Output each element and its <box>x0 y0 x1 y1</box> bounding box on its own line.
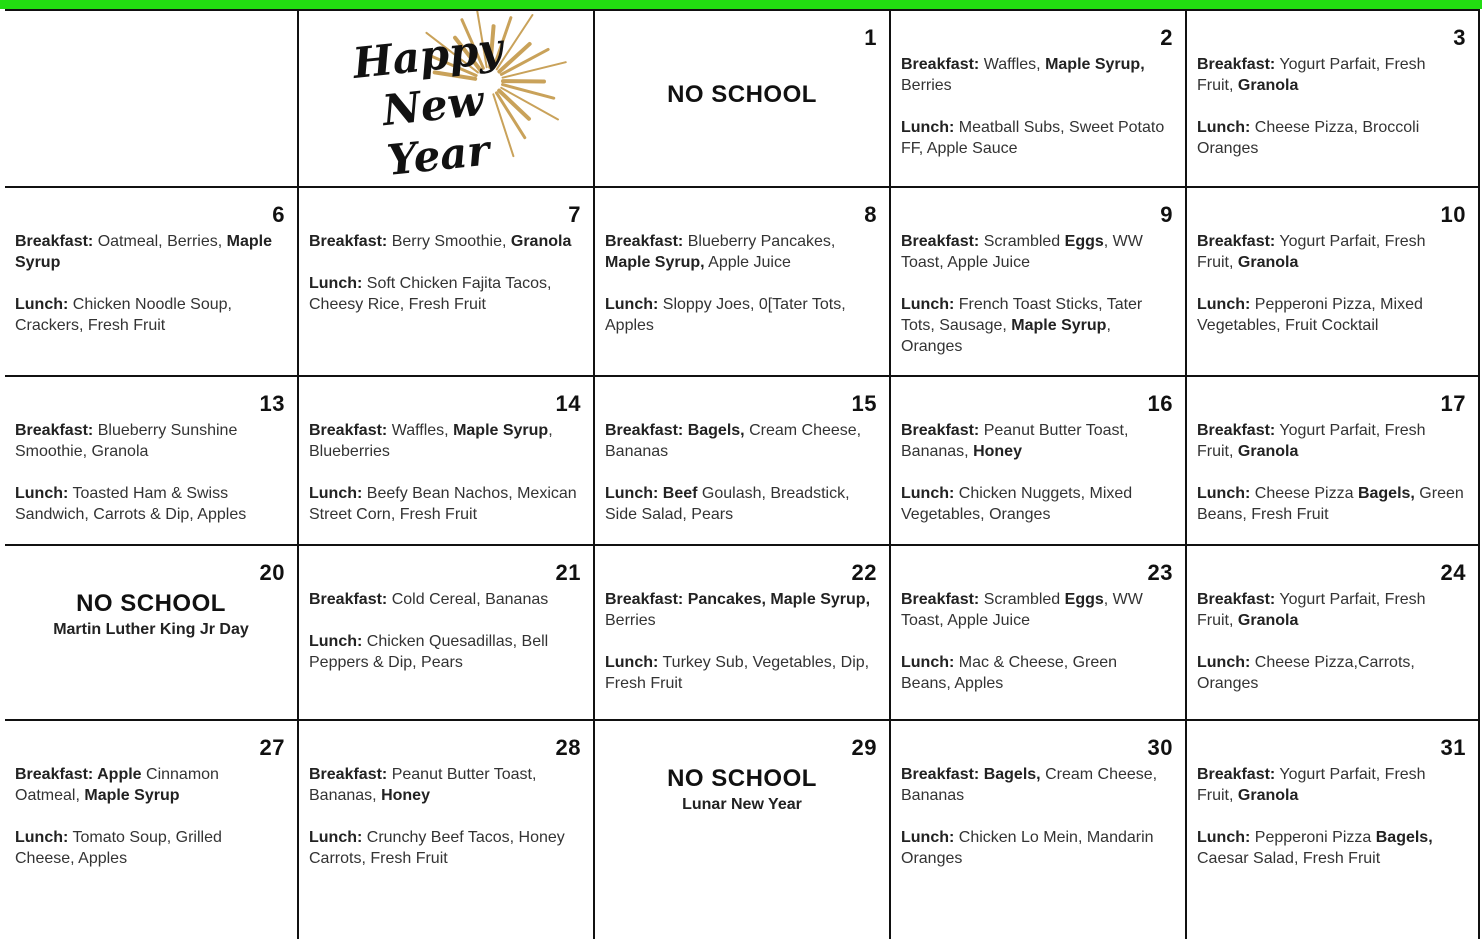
breakfast-text: Breakfast: Bagels, <box>901 766 1041 783</box>
lunch-text: Lunch: <box>309 485 362 502</box>
lunch-menu <box>1197 827 1464 869</box>
breakfast-text: Maple Syrup, <box>605 254 705 271</box>
lunch-menu <box>1197 117 1464 159</box>
lunch-text: Goulash, Breadstick, Side Salad, Pears <box>605 485 850 523</box>
day-cell-27 <box>5 721 299 939</box>
lunch-text: Lunch: Beef <box>605 485 697 502</box>
lunch-menu <box>309 827 579 869</box>
breakfast-text: Eggs <box>1065 233 1104 250</box>
breakfast-text: Scrambled <box>979 591 1064 608</box>
breakfast-menu <box>309 231 579 252</box>
date-number: 23 <box>1148 560 1173 586</box>
breakfast-text: Breakfast: <box>605 233 683 250</box>
lunch-text: Lunch: <box>15 485 68 502</box>
lunch-menu <box>1197 652 1464 694</box>
breakfast-text: Breakfast: <box>901 591 979 608</box>
lunch-text: Lunch: <box>901 119 954 136</box>
no-school-title: NO SCHOOL <box>595 81 889 109</box>
lunch-text: Cheese Pizza, Broccoli Oranges <box>1197 119 1419 157</box>
lunch-text: Pepperoni Pizza, Mixed Vegetables, Fruit Cocktail <box>1197 296 1423 334</box>
breakfast-text: Cream Cheese, Bananas <box>901 766 1157 804</box>
lunch-menu <box>901 652 1171 694</box>
day-cell-14 <box>299 377 595 546</box>
breakfast-menu <box>15 764 283 806</box>
lunch-text: Lunch: <box>1197 485 1250 502</box>
lunch-text: Lunch: <box>309 633 362 650</box>
breakfast-text: Breakfast: Bagels, <box>605 422 745 439</box>
breakfast-text: Berries <box>901 77 952 94</box>
day-cell-6 <box>5 188 299 377</box>
breakfast-menu <box>1197 231 1464 273</box>
breakfast-text: Breakfast: <box>15 233 93 250</box>
breakfast-text: Berry Smoothie, <box>387 233 511 250</box>
lunch-text: Tomato Soup, Grilled Cheese, Apples <box>15 829 222 867</box>
breakfast-text: Breakfast: <box>309 766 387 783</box>
meal-list <box>605 231 875 336</box>
breakfast-menu <box>1197 589 1464 631</box>
date-number: 3 <box>1453 25 1466 51</box>
breakfast-text: , WW Toast, Apple Juice <box>901 591 1143 629</box>
lunch-text: Pepperoni Pizza <box>1250 829 1375 846</box>
breakfast-menu <box>309 589 579 610</box>
day-cell-1 <box>595 11 891 188</box>
meal-list <box>901 420 1171 525</box>
lunch-menu <box>605 294 875 336</box>
day-cell-9 <box>891 188 1187 377</box>
empty-cell <box>5 11 299 188</box>
breakfast-text: Maple Syrup, <box>1045 56 1145 73</box>
breakfast-menu <box>1197 764 1464 806</box>
breakfast-text: Cold Cereal, Bananas <box>387 591 548 608</box>
breakfast-menu <box>1197 420 1464 462</box>
day-cell-29 <box>595 721 891 939</box>
breakfast-menu <box>901 764 1171 806</box>
date-number: 16 <box>1148 391 1173 417</box>
meal-list <box>15 764 283 869</box>
date-number: 20 <box>260 560 285 586</box>
lunch-text: Bagels, <box>1376 829 1433 846</box>
breakfast-menu <box>605 589 875 631</box>
lunch-text: Lunch: <box>1197 829 1250 846</box>
breakfast-text: Maple Syrup <box>84 787 179 804</box>
meal-list <box>1197 589 1464 694</box>
breakfast-text: Breakfast: <box>1197 56 1275 73</box>
date-number: 21 <box>556 560 581 586</box>
breakfast-text: Yogurt Parfait, Fresh Fruit, <box>1197 422 1426 460</box>
lunch-text: Chicken Nuggets, Mixed Vegetables, Oranges <box>901 485 1132 523</box>
lunch-text: Lunch: <box>309 829 362 846</box>
breakfast-menu <box>15 231 283 273</box>
lunch-menu <box>605 652 875 694</box>
happy-new-year-lettering: Happy New Year <box>326 21 541 188</box>
breakfast-text: Yogurt Parfait, Fresh Fruit, <box>1197 56 1426 94</box>
lunch-menu <box>901 483 1171 525</box>
lunch-text: Lunch: <box>309 275 362 292</box>
lunch-text: Lunch: <box>15 296 68 313</box>
lunch-text: Green Beans, Fresh Fruit <box>1197 485 1464 523</box>
lunch-menu <box>901 827 1171 869</box>
lunch-text: Chicken Quesadillas, Bell Peppers & Dip, Pears <box>309 633 548 671</box>
lunch-menu <box>605 483 875 525</box>
breakfast-text: Breakfast: <box>901 56 979 73</box>
breakfast-menu <box>605 231 875 273</box>
day-cell-22 <box>595 546 891 721</box>
meal-list <box>15 231 283 336</box>
lunch-text: Lunch: <box>901 296 954 313</box>
no-school-notice <box>5 590 297 639</box>
breakfast-menu <box>901 231 1171 273</box>
breakfast-text: Scrambled <box>979 233 1064 250</box>
breakfast-text: Breakfast: <box>309 422 387 439</box>
breakfast-text: Blueberry Sunshine Smoothie, Granola <box>15 422 237 460</box>
lunch-menu <box>15 827 283 869</box>
day-cell-31 <box>1187 721 1480 939</box>
breakfast-menu <box>309 420 579 462</box>
lunch-menu <box>901 294 1171 357</box>
meal-list <box>901 589 1171 694</box>
holiday-name: Lunar New Year <box>595 796 889 814</box>
date-number: 17 <box>1441 391 1466 417</box>
day-cell-8 <box>595 188 891 377</box>
meal-list <box>605 589 875 694</box>
breakfast-text: Waffles, <box>387 422 453 439</box>
lunch-text: Sloppy Joes, 0[Tater Tots, Apples <box>605 296 846 334</box>
breakfast-text: Honey <box>973 443 1022 460</box>
breakfast-text: Granola <box>1238 77 1298 94</box>
lunch-text: Lunch: <box>901 654 954 671</box>
day-cell-30 <box>891 721 1187 939</box>
day-cell-24 <box>1187 546 1480 721</box>
breakfast-text: Breakfast: <box>1197 591 1275 608</box>
breakfast-text: Granola <box>1238 612 1298 629</box>
date-number: 28 <box>556 735 581 761</box>
no-school-title: NO SCHOOL <box>5 590 297 618</box>
breakfast-text: Granola <box>511 233 571 250</box>
day-cell-21 <box>299 546 595 721</box>
lunch-text: Lunch: <box>605 654 658 671</box>
breakfast-text: Yogurt Parfait, Fresh Fruit, <box>1197 591 1426 629</box>
breakfast-text: Breakfast: <box>309 233 387 250</box>
lunch-menu <box>309 631 579 673</box>
day-cell-3 <box>1187 11 1480 188</box>
breakfast-text: , Blueberries <box>309 422 553 460</box>
date-number: 8 <box>864 202 877 228</box>
breakfast-text: , WW Toast, Apple Juice <box>901 233 1143 271</box>
breakfast-text: Berries <box>605 612 656 629</box>
meal-list <box>309 420 579 525</box>
breakfast-text: Breakfast: <box>309 591 387 608</box>
breakfast-menu <box>901 54 1171 96</box>
day-cell-15 <box>595 377 891 546</box>
date-number: 2 <box>1160 25 1173 51</box>
breakfast-text: Granola <box>1238 443 1298 460</box>
breakfast-text: Granola <box>1238 787 1298 804</box>
day-cell-2 <box>891 11 1187 188</box>
meal-list <box>605 420 875 525</box>
day-cell-20 <box>5 546 299 721</box>
breakfast-text: Breakfast: <box>901 233 979 250</box>
top-accent-bar <box>0 0 1482 9</box>
breakfast-text: Blueberry Pancakes, <box>683 233 835 250</box>
lunch-text: Cheese Pizza <box>1250 485 1358 502</box>
day-cell-13 <box>5 377 299 546</box>
breakfast-text: Honey <box>381 787 430 804</box>
meal-list <box>901 54 1171 159</box>
lunch-text: Maple Syrup <box>1011 317 1106 334</box>
breakfast-text: Breakfast: Pancakes, Maple Syrup, <box>605 591 870 608</box>
date-number: 22 <box>852 560 877 586</box>
breakfast-menu <box>309 764 579 806</box>
decoration-cell <box>299 11 595 188</box>
meal-list <box>15 420 283 525</box>
date-number: 10 <box>1441 202 1466 228</box>
date-number: 31 <box>1441 735 1466 761</box>
lunch-text: French Toast Sticks, Tater Tots, Sausage, <box>901 296 1142 334</box>
no-school-notice <box>595 765 889 814</box>
lunch-menu <box>309 273 579 315</box>
lunch-menu <box>309 483 579 525</box>
lunch-text: Lunch: <box>605 296 658 313</box>
breakfast-text: Breakfast: <box>1197 422 1275 439</box>
lunch-text: Cheese Pizza,Carrots, Oranges <box>1197 654 1415 692</box>
breakfast-text: Maple Syrup <box>453 422 548 439</box>
lunch-text: Beefy Bean Nachos, Mexican Street Corn, Fresh Fruit <box>309 485 577 523</box>
lunch-text: Bagels, <box>1358 485 1415 502</box>
lunch-menu <box>1197 483 1464 525</box>
date-number: 15 <box>852 391 877 417</box>
lunch-menu <box>1197 294 1464 336</box>
lunch-text: Lunch: <box>901 485 954 502</box>
breakfast-menu <box>1197 54 1464 96</box>
meal-list <box>309 764 579 869</box>
lunch-text: Mac & Cheese, Green Beans, Apples <box>901 654 1117 692</box>
breakfast-text: Peanut Butter Toast, Bananas, <box>901 422 1128 460</box>
lunch-text: , Oranges <box>901 317 1111 355</box>
date-number: 1 <box>864 25 877 51</box>
lunch-text: Chicken Lo Mein, Mandarin Oranges <box>901 829 1154 867</box>
date-number: 13 <box>260 391 285 417</box>
date-number: 9 <box>1160 202 1173 228</box>
breakfast-text: Cream Cheese, Bananas <box>605 422 861 460</box>
lunch-text: Lunch: <box>1197 654 1250 671</box>
no-school-notice <box>595 81 889 109</box>
lunch-text: Toasted Ham & Swiss Sandwich, Carrots & Dip, Apples <box>15 485 246 523</box>
day-cell-28 <box>299 721 595 939</box>
breakfast-text: Yogurt Parfait, Fresh Fruit, <box>1197 233 1426 271</box>
date-number: 14 <box>556 391 581 417</box>
breakfast-text: Waffles, <box>979 56 1045 73</box>
breakfast-text: Maple Syrup <box>15 233 272 271</box>
menu-calendar-grid <box>5 9 1480 937</box>
meal-list <box>1197 54 1464 159</box>
day-cell-7 <box>299 188 595 377</box>
day-cell-16 <box>891 377 1187 546</box>
date-number: 6 <box>272 202 285 228</box>
lunch-text: Caesar Salad, Fresh Fruit <box>1197 850 1380 867</box>
no-school-title: NO SCHOOL <box>595 765 889 793</box>
meal-list <box>309 231 579 315</box>
breakfast-menu <box>605 420 875 462</box>
breakfast-text: Apple Juice <box>705 254 791 271</box>
lunch-text: Meatball Subs, Sweet Potato FF, Apple Sauce <box>901 119 1164 157</box>
breakfast-menu <box>15 420 283 462</box>
meal-list <box>1197 764 1464 869</box>
breakfast-text: Yogurt Parfait, Fresh Fruit, <box>1197 766 1426 804</box>
lunch-text: Lunch: <box>901 829 954 846</box>
day-cell-23 <box>891 546 1187 721</box>
breakfast-menu <box>901 589 1171 631</box>
lunch-text: Lunch: <box>1197 296 1250 313</box>
lunch-text: Lunch: <box>15 829 68 846</box>
meal-list <box>309 589 579 673</box>
meal-list <box>1197 231 1464 336</box>
meal-list <box>901 231 1171 357</box>
breakfast-text: Breakfast: <box>15 422 93 439</box>
date-number: 27 <box>260 735 285 761</box>
date-number: 30 <box>1148 735 1173 761</box>
breakfast-text: Breakfast: <box>901 422 979 439</box>
lunch-menu <box>901 117 1171 159</box>
meal-list <box>1197 420 1464 525</box>
lunch-text: Lunch: <box>1197 119 1250 136</box>
breakfast-text: Eggs <box>1065 591 1104 608</box>
day-cell-10 <box>1187 188 1480 377</box>
date-number: 7 <box>568 202 581 228</box>
meal-list <box>901 764 1171 869</box>
breakfast-text: Breakfast: <box>1197 766 1275 783</box>
date-number: 29 <box>852 735 877 761</box>
breakfast-text: Cinnamon Oatmeal, <box>15 766 219 804</box>
breakfast-text: Breakfast: <box>1197 233 1275 250</box>
breakfast-text: Breakfast: Apple <box>15 766 142 783</box>
breakfast-text: Oatmeal, Berries, <box>93 233 226 250</box>
holiday-name: Martin Luther King Jr Day <box>5 621 297 639</box>
lunch-text: Soft Chicken Fajita Tacos, Cheesy Rice, Fresh Fruit <box>309 275 551 313</box>
lunch-text: Turkey Sub, Vegetables, Dip, Fresh Fruit <box>605 654 869 692</box>
breakfast-text: Granola <box>1238 254 1298 271</box>
lunch-text: Crunchy Beef Tacos, Honey Carrots, Fresh Fruit <box>309 829 565 867</box>
lunch-menu <box>15 294 283 336</box>
day-cell-17 <box>1187 377 1480 546</box>
lunch-menu <box>15 483 283 525</box>
lunch-text: Chicken Noodle Soup, Crackers, Fresh Fruit <box>15 296 232 334</box>
breakfast-menu <box>901 420 1171 462</box>
date-number: 24 <box>1441 560 1466 586</box>
breakfast-text: Peanut Butter Toast, Bananas, <box>309 766 536 804</box>
